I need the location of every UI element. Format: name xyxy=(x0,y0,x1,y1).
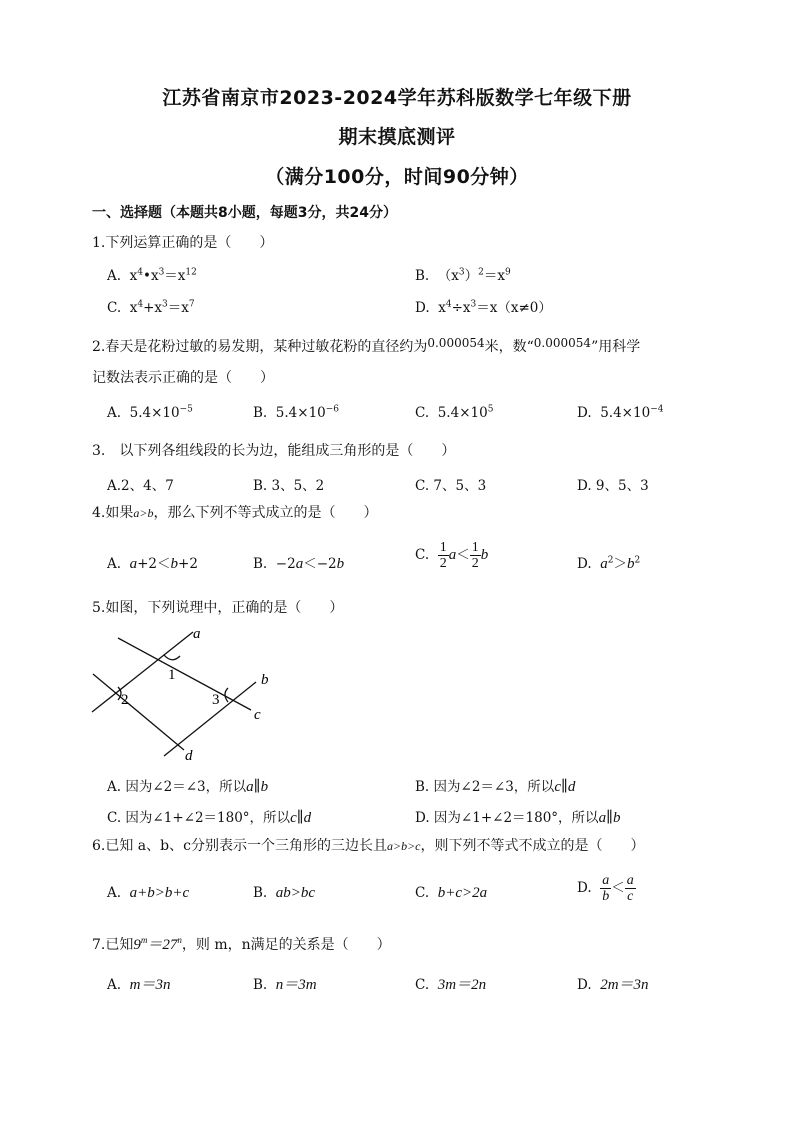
q6-option-c: C. b+c>2a xyxy=(415,885,488,901)
q4-stem-pre: 4.如果 xyxy=(92,505,134,521)
label-c: c xyxy=(254,707,261,723)
q3-option-c: C. 7、5、3 xyxy=(415,478,487,494)
label-3: 3 xyxy=(212,692,220,708)
q6-stem xyxy=(92,836,645,856)
q2-stem-part3: ”用科学 xyxy=(591,339,641,355)
q4-option-c: C. $\frac{1}{2}$ a＜ $\frac{1}{2}$ b xyxy=(415,540,489,571)
angle-1-arc xyxy=(164,655,180,660)
q1-option-c: C. $x^4+x^3=x^7$ xyxy=(107,299,195,316)
q2-option-d: D. $5.4\times 10^{-4}$ xyxy=(577,404,664,421)
q2-option-c: C. $5.4\times 10^5$ xyxy=(415,404,494,421)
q7-option-a: A. m＝3n xyxy=(107,977,171,993)
q7-option-d: D. 2m＝3n xyxy=(577,977,649,993)
q4-option-a: A. a+2＜b+2 xyxy=(107,556,198,572)
q2-option-a: A. $5.4\times 10^{-5}$ xyxy=(107,404,193,421)
q2-stem-part1: 2.春天是花粉过敏的易发期，某种过敏花粉的直径约为 xyxy=(92,339,428,355)
q1-option-d: D. $x^4\div x^3=x(x\ne 0)$ xyxy=(415,299,552,316)
q4-stem: 4.如果a>b，那么下列不等式成立的是（ ） xyxy=(92,505,378,521)
q7-stem-post: ，则 m，n满足的关系是（ ） xyxy=(181,937,391,953)
q2-number-2: 0.000054 xyxy=(533,336,592,350)
q2-number-1: 0.000054 xyxy=(427,336,485,350)
q1-option-a: A. $x^4•x^3=x^{12}$ xyxy=(107,267,197,284)
q4-option-d: D. $a^2>b^2$ xyxy=(577,555,641,572)
q4-stem-post: ，那么下列不等式成立的是（ ） xyxy=(153,505,378,521)
line-a xyxy=(92,632,193,712)
q5-option-d: D. 因为∠1+∠2＝180°，所以a∥b xyxy=(415,810,621,826)
q7-option-c: C. 3m＝2n xyxy=(415,977,487,993)
q5-option-b: B. 因为∠2＝∠3，所以c∥d xyxy=(415,779,576,795)
q5-option-a: A. 因为∠2＝∠3，所以a∥b xyxy=(107,779,269,795)
q1-stem: 1.下列运算正确的是（ ） xyxy=(92,235,274,251)
q2-stem-part2: 米，数“ xyxy=(484,339,534,355)
q3-option-b: B. 3、5、2 xyxy=(253,478,325,494)
q3-option-a: A.2、4、7 xyxy=(107,478,174,494)
label-1: 1 xyxy=(168,667,176,683)
label-a: a xyxy=(193,626,201,642)
q5-stem: 5.如图，下列说理中，正确的是（ ） xyxy=(92,600,344,616)
q7-option-b: B. n＝3m xyxy=(253,977,317,993)
parallel-lines-diagram xyxy=(88,624,288,764)
q1-option-b: B. $(x^3)^2=x^9$ xyxy=(415,267,511,284)
q2-option-b: B. $5.4\times 10^{-6}$ xyxy=(253,404,340,421)
label-d: d xyxy=(185,748,193,764)
q5-option-c: C. 因为∠1+∠2＝180°，所以c∥d xyxy=(107,810,312,826)
q3-option-d: D. 9、5、3 xyxy=(577,478,649,494)
q7-stem-pre: 7.已知 xyxy=(92,937,134,953)
q6-stem-post: ，则下列不等式不成立的是（ ） xyxy=(420,838,645,854)
line-upper-right xyxy=(118,638,251,710)
label-b: b xyxy=(261,672,269,688)
q6-stem-pre: 6.已知 a、b、c分别表示一个三角形的三边长且 xyxy=(92,838,387,854)
label-2: 2 xyxy=(121,692,129,708)
q7-stem: 7.已知$9^m=27^n$，则 m，n满足的关系是（ ） xyxy=(92,935,391,953)
line-d xyxy=(93,674,184,750)
q6-option-d: D. $\frac{a}{b}$ ＜ $\frac{a}{c}$ xyxy=(577,873,634,904)
q6-option-a: A. a+b>b+c xyxy=(107,885,190,901)
q3-stem: 3. 以下列各组线段的长为边，能组成三角形的是（ ） xyxy=(92,443,456,459)
angle-3-arc xyxy=(225,688,228,702)
q6-option-b: B. ab>bc xyxy=(253,885,316,901)
q2-stem xyxy=(92,333,640,357)
q4-option-b: B. −2a＜−2b xyxy=(253,556,345,572)
exam-score-time: （满分100分，时间90分钟） xyxy=(265,166,529,188)
exam-title: 江苏省南京市2023-2024学年苏科版数学七年级下册 xyxy=(162,87,632,109)
q2-stem-line2: 记数法表示正确的是（ ） xyxy=(92,370,274,386)
exam-subtitle: 期末摸底测评 xyxy=(338,126,456,148)
section-heading: 一、选择题（本题共8小题，每题3分，共24分） xyxy=(92,205,397,221)
q6-condition: a>b>c xyxy=(386,839,421,853)
